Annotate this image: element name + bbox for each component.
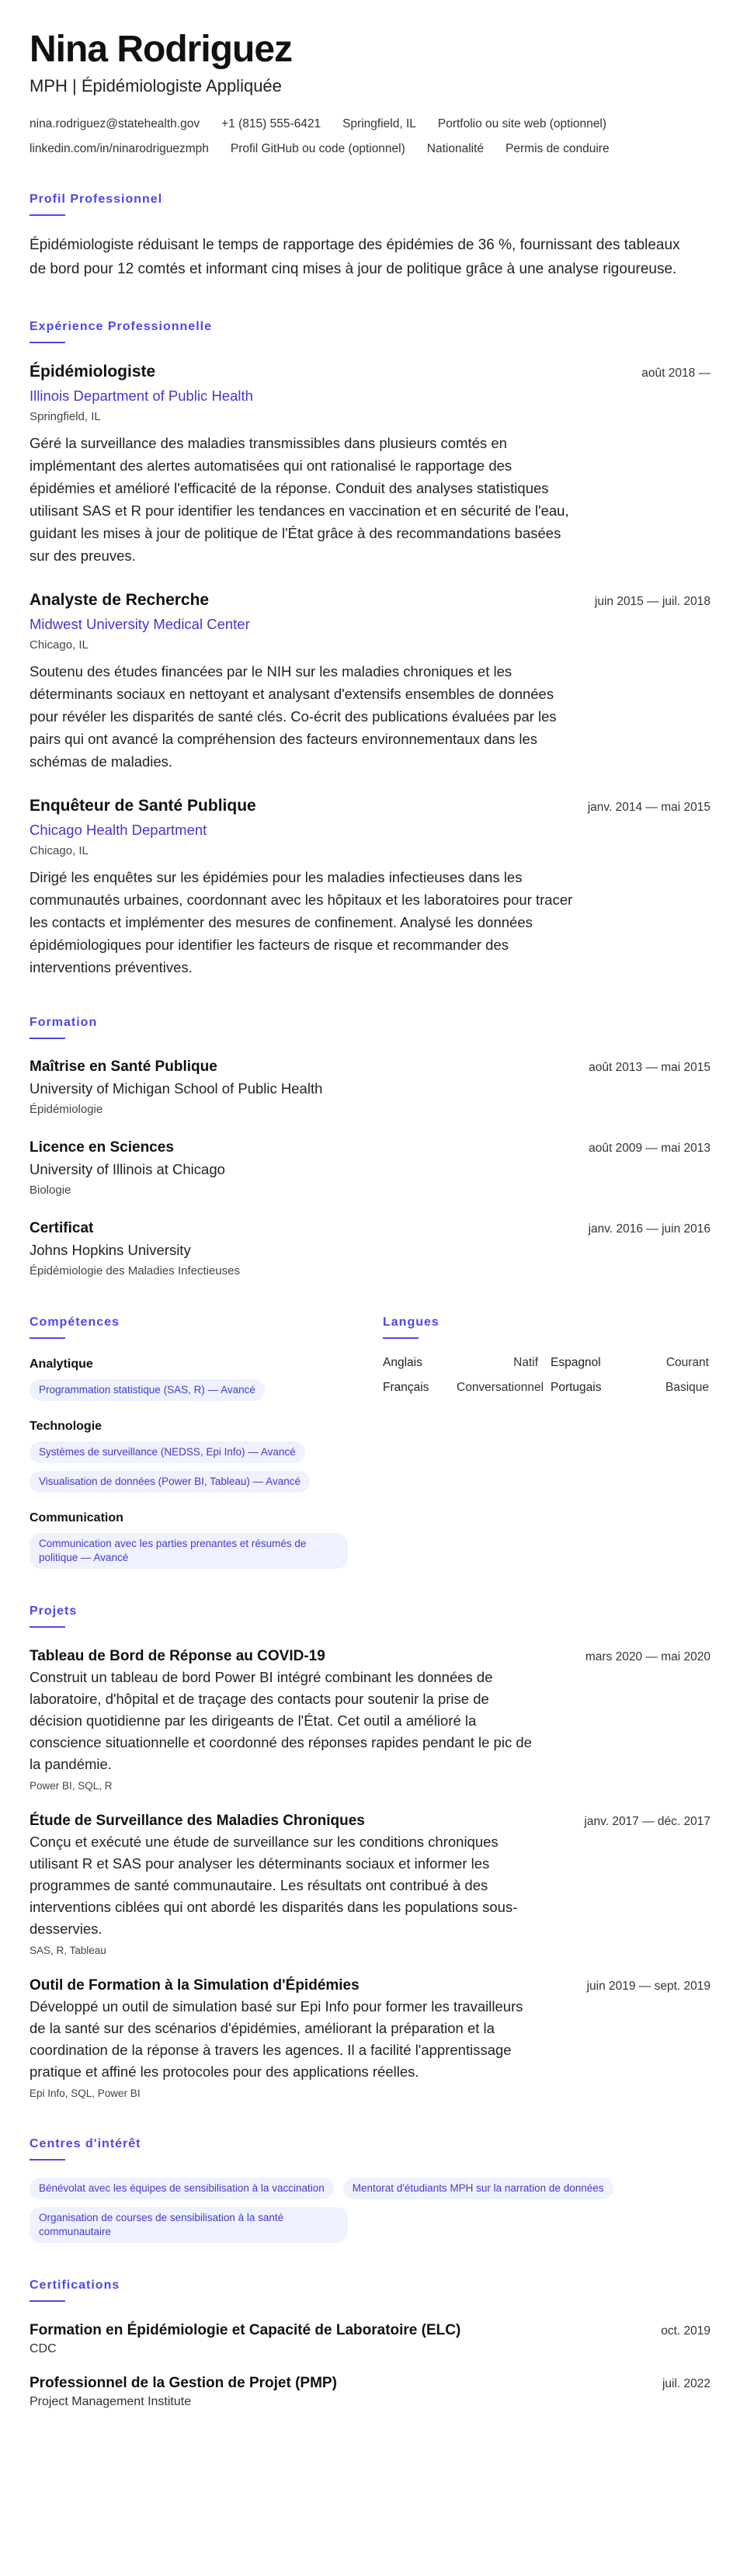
company-name: Chicago Health Department xyxy=(30,822,207,838)
language-level: Conversationnel xyxy=(457,1381,544,1394)
section-divider xyxy=(30,1038,65,1039)
job-dates: août 2018 — xyxy=(641,367,710,380)
experience-item xyxy=(30,360,710,567)
skill-tag: Visualisation de données (Power BI, Tableau) — Avancé xyxy=(30,1471,310,1493)
candidate-name: Nina Rodriguez xyxy=(30,29,293,70)
certification-issuer: CDC xyxy=(30,2342,57,2355)
field-of-study: Biologie xyxy=(30,1184,71,1197)
experience-item xyxy=(30,794,710,979)
job-dates: janv. 2014 — mai 2015 xyxy=(587,801,710,814)
project-technologies: Epi Info, SQL, Power BI xyxy=(30,2088,141,2099)
job-location: Chicago, IL xyxy=(30,638,89,652)
school-name: University of Michigan School of Public Health xyxy=(30,1080,323,1097)
skill-category-name: Technologie xyxy=(30,1420,102,1433)
section-divider xyxy=(30,1337,65,1339)
field-of-study: Épidémiologie xyxy=(30,1103,103,1116)
education-item xyxy=(30,1137,710,1199)
project-technologies: SAS, R, Tableau xyxy=(30,1945,106,1956)
project-description: Construit un tableau de bord Power BI intégré combinant les données de laboratoire, d'hôpital et de traçage des contacts pour soutenir la prise de décision quotidienne par les dirigeants de l'État. Cet outil a amélioré la conscience situationnelle et coordonné des réponses rapides pendant le pic de la pandémie. xyxy=(30,1669,532,1772)
education-dates: janv. 2016 — juin 2016 xyxy=(588,1222,710,1236)
school-name: University of Illinois at Chicago xyxy=(30,1161,225,1177)
project-item xyxy=(30,1976,710,2101)
certification-date: juil. 2022 xyxy=(662,2377,710,2390)
education-dates: août 2013 — mai 2015 xyxy=(589,1061,710,1074)
job-description: Géré la surveillance des maladies transmissibles dans plusieurs comtés en implémentant des alertes automatisées qui ont rationalisé le rapportage des épidémies et amélioré l'efficacité de la réponse. Conduit des analyses statistiques utilisant SAS et R pour identifier les tendances en vaccination et en sécurité de l'eau, guidant les mises à jour de politique de l'État grâce à des recommandations basées sur des preuves. xyxy=(30,435,569,564)
project-title: Tableau de Bord de Réponse au COVID-19 xyxy=(30,1648,325,1664)
certification-date: oct. 2019 xyxy=(661,2324,710,2338)
section-divider xyxy=(30,1626,65,1628)
education-item xyxy=(30,1218,710,1280)
project-technologies: Power BI, SQL, R xyxy=(30,1780,113,1792)
contact-nationality: Nationalité xyxy=(426,142,485,155)
job-dates: juin 2015 — juil. 2018 xyxy=(594,595,710,608)
degree-name: Licence en Sciences xyxy=(30,1139,174,1156)
contact-email[interactable]: nina.rodriguez@statehealth.gov xyxy=(30,117,200,130)
language-name: Espagnol xyxy=(551,1356,601,1369)
contact-linkedin[interactable]: linkedin.com/in/ninarodriguezmph xyxy=(30,142,209,155)
contact-license: Permis de conduire xyxy=(505,142,610,155)
section-title: Projets xyxy=(30,1604,78,1618)
project-dates: janv. 2017 — déc. 2017 xyxy=(584,1815,710,1828)
skill-tags xyxy=(30,1441,383,1493)
skill-tag: Programmation statistique (SAS, R) — Avancé xyxy=(30,1379,265,1401)
section-title: Langues xyxy=(383,1316,439,1329)
certification-item xyxy=(30,2373,710,2411)
contact-list xyxy=(30,116,674,157)
education-section xyxy=(30,1014,710,1280)
interests-section xyxy=(30,2136,710,2243)
section-divider xyxy=(383,1337,419,1339)
section-divider xyxy=(30,214,65,216)
certification-name: Formation en Épidémiologie et Capacité de Laboratoire (ELC) xyxy=(30,2322,461,2338)
skill-tag: Systèmes de surveillance (NEDSS, Epi Info) — Avancé xyxy=(30,1441,305,1463)
language-level: Basique xyxy=(665,1381,709,1394)
field-of-study: Épidémiologie des Maladies Infectieuses xyxy=(30,1264,240,1278)
skills-languages-row xyxy=(30,1314,710,1569)
contact-github[interactable]: Profil GitHub ou code (optionnel) xyxy=(230,142,405,155)
language-level: Courant xyxy=(665,1356,709,1369)
candidate-subtitle: MPH | Épidémiologiste Appliquée xyxy=(30,76,282,96)
experience-item xyxy=(30,589,710,773)
school-name: Johns Hopkins University xyxy=(30,1242,191,1258)
header xyxy=(30,28,710,157)
section-title: Profil Professionnel xyxy=(30,193,163,206)
projects-section xyxy=(30,1603,710,2101)
project-description: Conçu et exécuté une étude de surveillance sur les conditions chroniques utilisant R et SAS pour analyser les déterminants sociaux et informer les programmes de santé communautaire. Les résultats ont contribué à des interventions ciblées qui ont abordé les disparités dans les populations sous-desservies. xyxy=(30,1834,518,1937)
section-divider xyxy=(30,342,65,343)
skill-tags xyxy=(30,1533,383,1569)
language-level: Natif xyxy=(513,1356,538,1369)
profile-section xyxy=(30,191,710,281)
job-description: Dirigé les enquêtes sur les épidémies pour les maladies infectieuses dans les communautés urbaines, coordonnant avec les hôpitaux et les laboratoires pour tracer les contacts et implémenter des mesures de confinement. Analysé les données épidémiologiques pour identifier les facteurs de risque et recommander des interventions préventives. xyxy=(30,869,573,975)
section-title: Certifications xyxy=(30,2279,120,2292)
language-name: Portugais xyxy=(551,1381,602,1394)
education-item xyxy=(30,1056,710,1118)
job-title: Épidémiologiste xyxy=(30,363,156,381)
contact-location: Springfield, IL xyxy=(342,117,416,130)
languages-section xyxy=(383,1314,709,1569)
contact-phone[interactable]: +1 (815) 555-6421 xyxy=(221,117,321,130)
job-title: Enquêteur de Santé Publique xyxy=(30,797,256,815)
interest-tag: Mentorat d'étudiants MPH sur la narration de données xyxy=(343,2178,613,2199)
company-name: Midwest University Medical Center xyxy=(30,616,250,632)
job-location: Chicago, IL xyxy=(30,844,89,857)
company-name: Illinois Department of Public Health xyxy=(30,388,253,404)
certification-name: Professionnel de la Gestion de Projet (PMP) xyxy=(30,2375,337,2391)
skill-tags xyxy=(30,1379,383,1401)
experience-section xyxy=(30,318,710,979)
contact-portfolio[interactable]: Portfolio ou site web (optionnel) xyxy=(437,117,606,130)
profile-summary: Épidémiologiste réduisant le temps de rapportage des épidémies de 36 %, fournissant des tableaux de bord pour 12 comtés et informant cinq mises à jour de politique grâce à une analyse rigoureuse. xyxy=(30,237,680,277)
project-title: Étude de Surveillance des Maladies Chroniques xyxy=(30,1813,365,1829)
certification-item xyxy=(30,2320,710,2358)
interest-tags xyxy=(30,2178,713,2243)
project-title: Outil de Formation à la Simulation d'Épidémies xyxy=(30,1977,360,1994)
certifications-section xyxy=(30,2277,710,2411)
interest-tag: Organisation de courses de sensibilisation à la santé communautaire xyxy=(30,2207,348,2243)
certification-issuer: Project Management Institute xyxy=(30,2395,192,2408)
degree-name: Certificat xyxy=(30,1220,94,1236)
section-title: Centres d'intérêt xyxy=(30,2137,141,2150)
skill-category-name: Analytique xyxy=(30,1358,93,1371)
project-dates: mars 2020 — mai 2020 xyxy=(585,1650,710,1663)
section-title: Formation xyxy=(30,1016,98,1029)
language-name: Français xyxy=(383,1381,429,1394)
project-dates: juin 2019 — sept. 2019 xyxy=(586,1980,710,1993)
section-title: Compétences xyxy=(30,1316,120,1329)
job-title: Analyste de Recherche xyxy=(30,591,210,609)
section-divider xyxy=(30,2300,65,2302)
job-location: Springfield, IL xyxy=(30,410,101,423)
section-divider xyxy=(30,2159,65,2161)
project-item xyxy=(30,1811,710,1959)
education-dates: août 2009 — mai 2013 xyxy=(589,1142,710,1155)
skill-tag: Communication avec les parties prenantes et résumés de politique — Avancé xyxy=(30,1533,348,1569)
language-list xyxy=(383,1356,709,1395)
project-description: Développé un outil de simulation basé sur Epi Info pour former les travailleurs de la santé sur des scénarios d'épidémies, améliorant la préparation et la coordination de la réponse à travers les agences. Il a facilité l'apprentissage pratique et affiné les protocoles pour des applications réelles. xyxy=(30,1998,523,2080)
skills-section xyxy=(30,1314,383,1569)
job-description: Soutenu des études financées par le NIH sur les maladies chroniques et les déterminants sociaux en nettoyant et analysant d'extensifs ensembles de données pour révéler les disparités de santé clés. Co-écrit des publications évaluées par les pairs qui ont avancé la compréhension des facteurs environnementaux dans les schémas de maladies. xyxy=(30,663,557,770)
language-name: Anglais xyxy=(383,1356,422,1369)
skill-category-name: Communication xyxy=(30,1511,123,1524)
section-title: Expérience Professionnelle xyxy=(30,320,212,333)
degree-name: Maîtrise en Santé Publique xyxy=(30,1059,217,1075)
project-item xyxy=(30,1646,710,1794)
interest-tag: Bénévolat avec les équipes de sensibilisation à la vaccination xyxy=(30,2178,334,2199)
